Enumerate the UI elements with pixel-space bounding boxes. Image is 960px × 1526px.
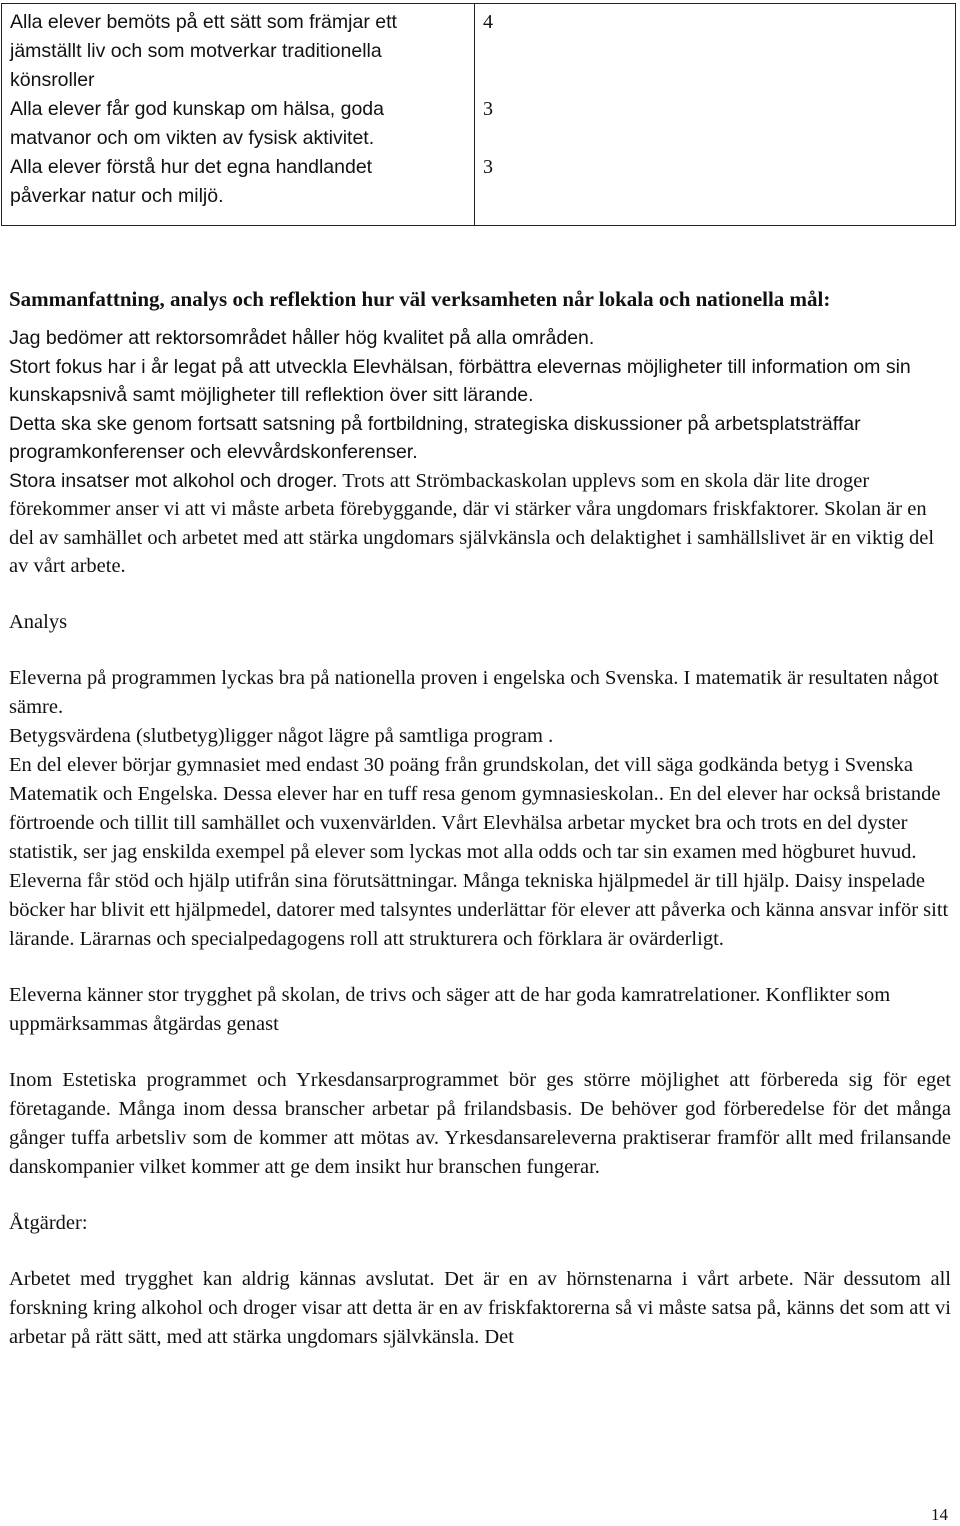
analys-paragraph: Eleverna på programmen lyckas bra på nationella proven i engelska och Svenska. I matematik är resultaten något sämre. (9, 666, 939, 718)
score-spacer (483, 124, 947, 153)
analys-heading: Analys (9, 610, 68, 633)
goals-table (1, 3, 956, 226)
summary-text-sans: Stora insatser mot alkohol och droger. (9, 469, 338, 492)
score-value: 4 (483, 11, 493, 33)
score-spacer (483, 66, 947, 95)
document-body (9, 285, 951, 1352)
analys-paragraph: Betygsvärdena (slutbetyg)ligger något lägre på samtliga program . (9, 724, 554, 747)
goal-text: påverkar natur och miljö. (10, 185, 224, 207)
analys-paragraph: Inom Estetiska programmet och Yrkesdansarprogrammet bör ges större möjlighet att förbereda sig för eget företagande. Många inom dessa branscher arbetar på frilandsbasis. De behöver god förberedelse för det många gånger tuffa arbetsliv som de kommer att mötas av. Yrkesdansareleverna praktiserar framför allt med frilansande danskompanier vilket kommer att ge dem insikt hur branschen fungerar. (9, 1068, 951, 1178)
goals-table-row (2, 4, 956, 226)
score-value: 3 (483, 156, 493, 178)
score-spacer (483, 37, 947, 66)
score-value: 3 (483, 98, 493, 120)
atgarder-paragraph: Arbetet med trygghet kan aldrig kännas avslutat. Det är en av hörnstenarna i vårt arbete. När dessutom all forskning kring alkohol och droger visar att detta är en av friskfaktorerna så vi måste satsa på, känns det som att vi arbetar på rätt sätt, med att stärka ungdomars självkänsla. Det (9, 1267, 951, 1348)
goal-text: jämställt liv och som motverkar traditionella (10, 40, 382, 62)
atgarder-heading: Åtgärder: (9, 1211, 88, 1234)
summary-paragraph: Jag bedömer att rektorsområdet håller hög kvalitet på alla områden. (9, 327, 595, 349)
summary-paragraph: Stort fokus har i år legat på att utveckla Elevhälsan, förbättra elevernas möjligheter till information om sin kunskapsnivå samt möjligheter till reflektion över sitt lärande. (9, 355, 911, 406)
summary-section (9, 324, 951, 581)
goal-text: Alla elever bemöts på ett sätt som främjar ett (10, 11, 397, 33)
summary-paragraph: Detta ska ske genom fortsatt satsning på fortbildning, strategiska diskussioner på arbetsplatsträffar programkonferenser och elevvårdskonferenser. (9, 412, 861, 463)
scores-cell (475, 4, 956, 226)
goal-text: könsroller (10, 69, 95, 91)
summary-paragraph (9, 467, 951, 581)
analys-paragraph: En del elever börjar gymnasiet med endast 30 poäng från grundskolan, det vill säga godkända betyg i Svenska Matematik och Engelska. Dessa elever har en tuff resa genom gymnasieskolan.. En del elever har också bristande förtroende och tillit till samhället och vuxenvärlden. Vårt Elevhälsa arbetar mycket bra och trots en del dyster statistik, ser jag enskilda exempel på elever som lyckas mot alla odds och tar sin examen med högburet huvud. Eleverna får stöd och hjälp utifrån sina förutsättningar. Många tekniska hjälpmedel är till hjälp. Daisy inspelade böcker har blivit ett hjälpmedel, datorer med talsyntes underlättar för elever att påverka och känna ansvar inför sitt lärande. Lärarnas och specialpedagogens roll att strukturera och förklara är ovärderligt. (9, 753, 949, 950)
page-number: 14 (931, 1505, 948, 1524)
goal-text: Alla elever får god kunskap om hälsa, goda (10, 98, 384, 120)
summary-heading: Sammanfattning, analys och reflektion hur väl verksamheten når lokala och nationella mål: (9, 287, 831, 311)
goal-text: Alla elever förstå hur det egna handlandet (10, 156, 373, 178)
goal-text: matvanor och om vikten av fysisk aktivitet. (10, 127, 375, 149)
goals-cell (2, 4, 475, 226)
summary-text-serif: Trots att Strömbackaskolan upplevs som en skola där lite droger förekommer anser vi att vi måste arbeta förebyggande, där vi stärker våra ungdomars friskfaktorer. Skolan är en del av samhället och arbetet med att stärka ungdomars självkänsla och delaktighet i samhällslivet är en viktig del av vårt arbete. (9, 469, 935, 577)
analys-paragraph: Eleverna känner stor trygghet på skolan, de trivs och säger att de har goda kamratrelationer. Konflikter som uppmärksammas åtgärdas genast (9, 983, 891, 1035)
